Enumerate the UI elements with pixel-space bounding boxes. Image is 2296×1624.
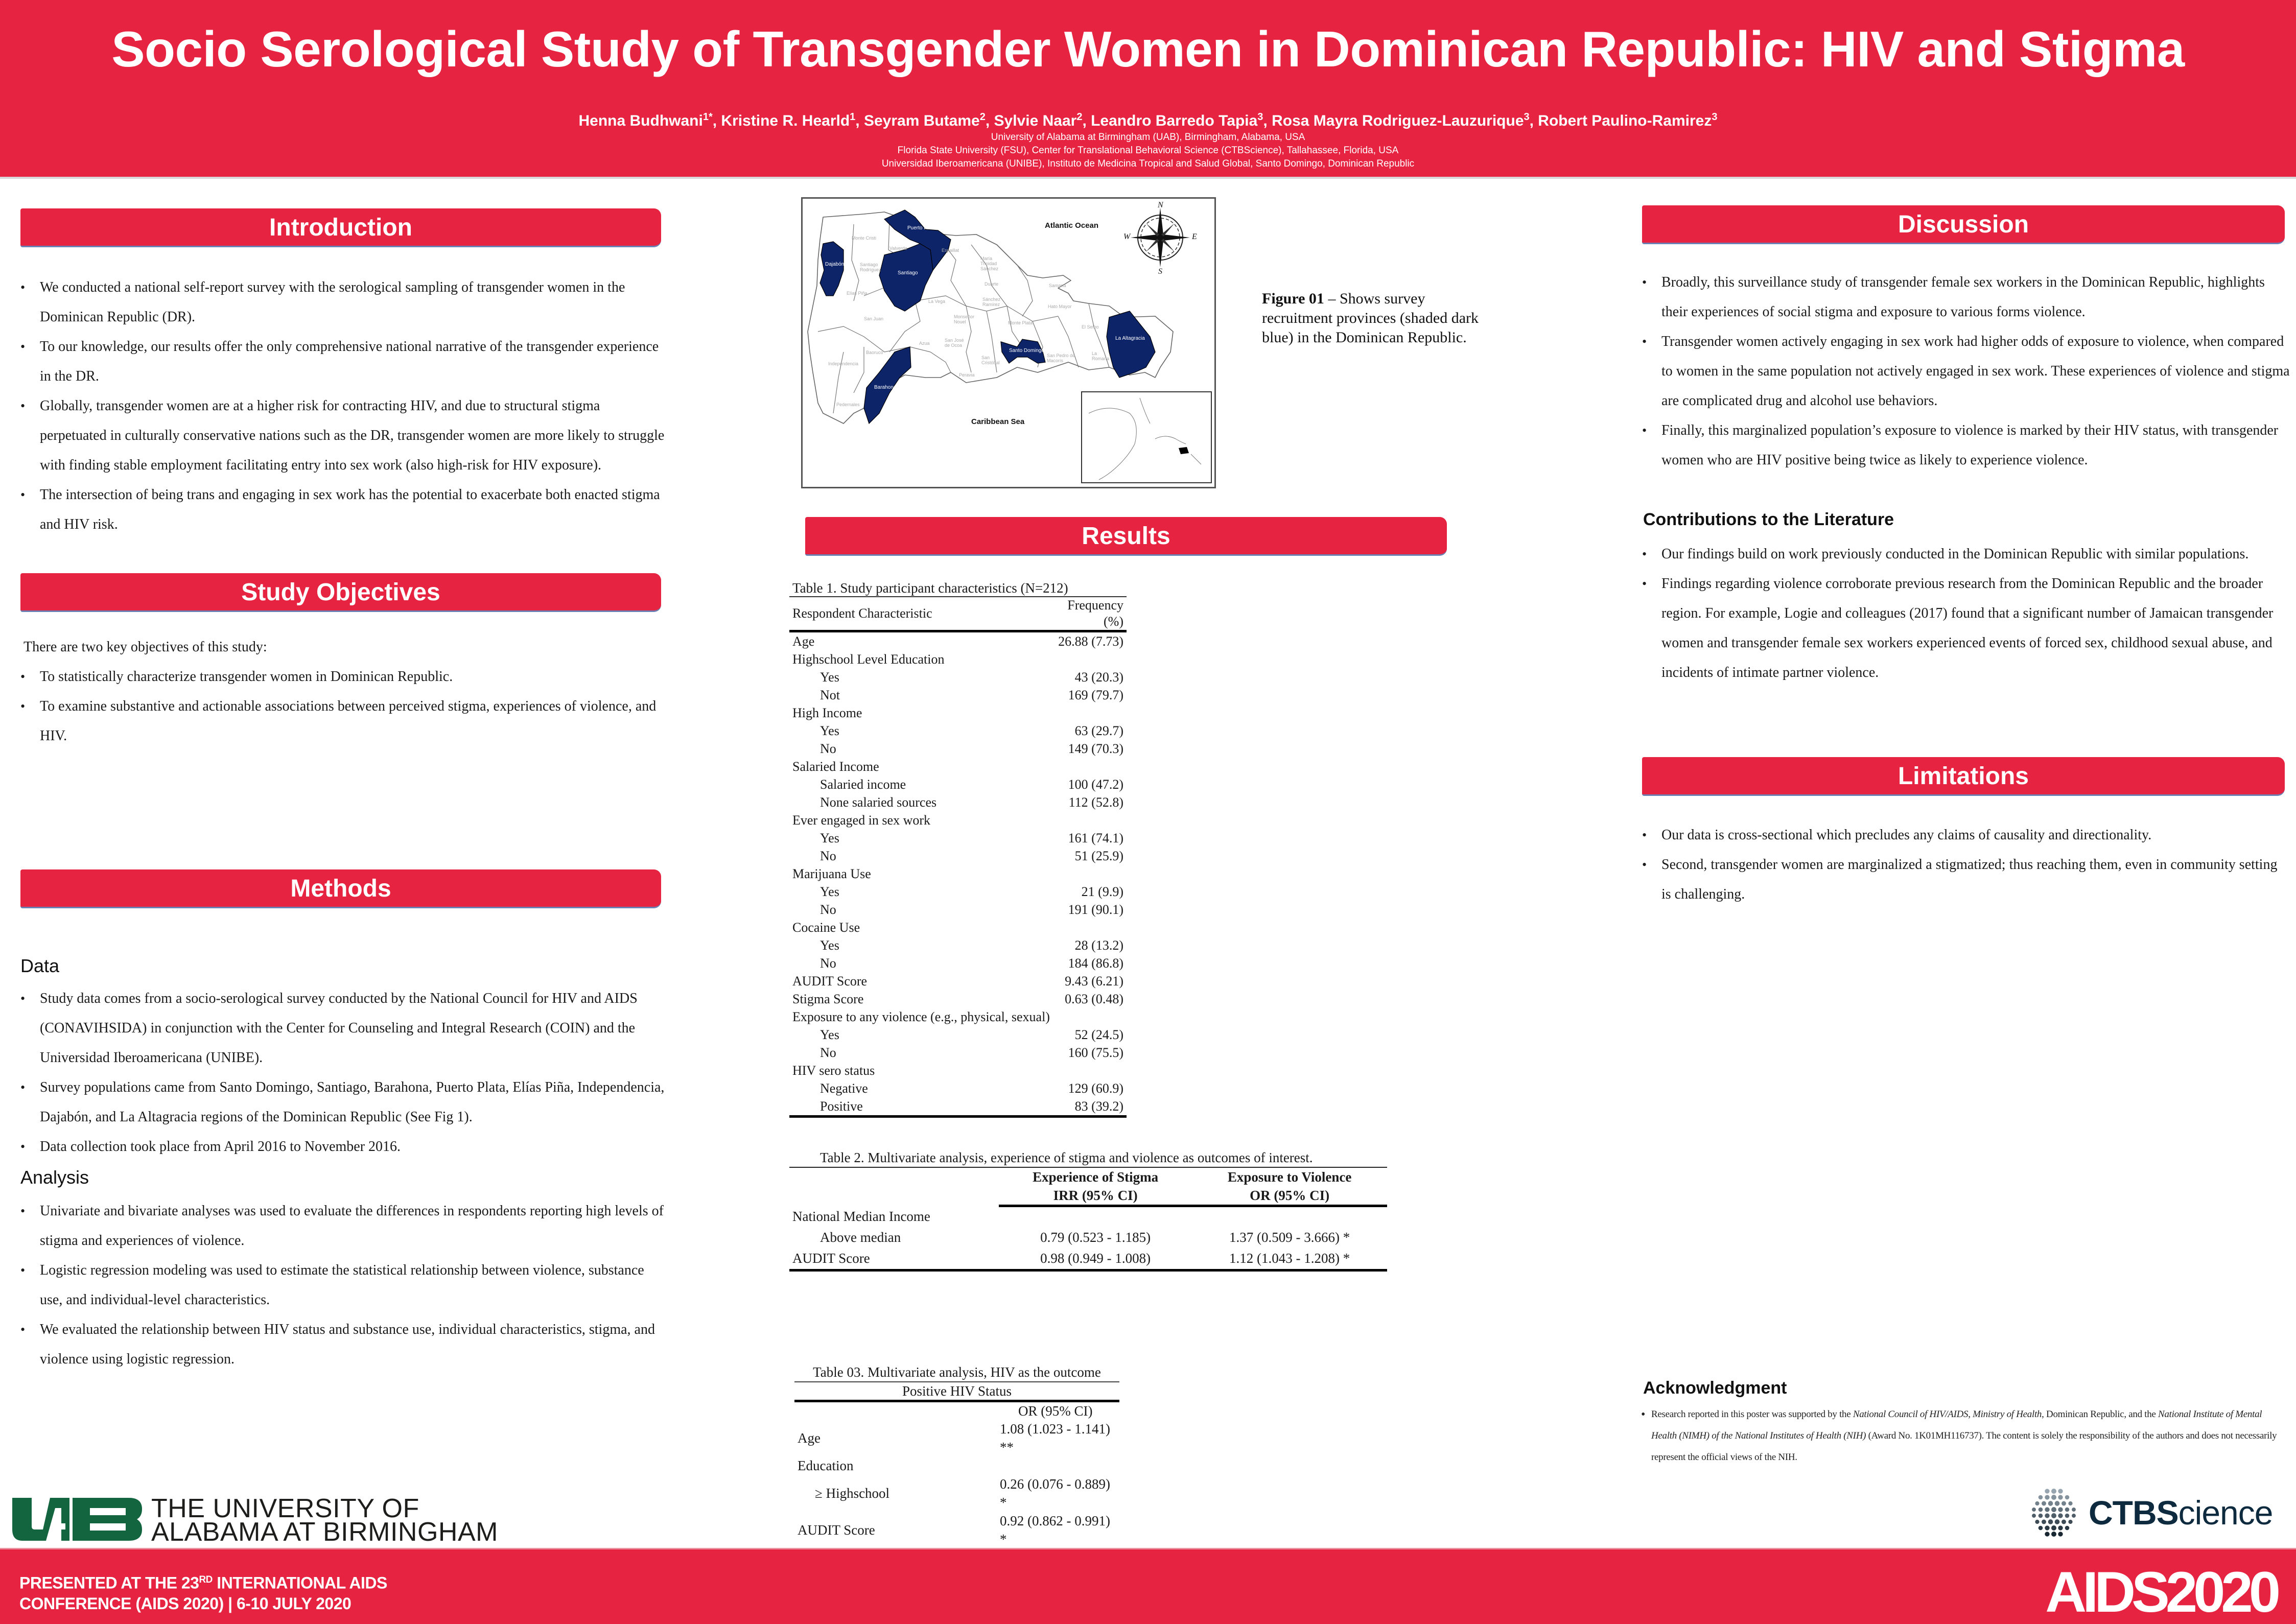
logo-dot [2065, 1526, 2070, 1531]
logo-dot [2051, 1495, 2056, 1500]
row-value: 184 (86.8) [1068, 956, 1123, 971]
row-label: No [820, 902, 836, 917]
row-value: 161 (74.1) [1068, 831, 1123, 845]
logo-dot [2068, 1520, 2072, 1524]
row-value: 112 (52.8) [1068, 795, 1123, 810]
row-label: Ever engaged in sex work [792, 813, 931, 828]
methods-data-body [19, 984, 668, 1162]
row-value [1053, 1008, 1127, 1026]
logo-dot [2058, 1507, 2063, 1512]
logo-dot [2042, 1501, 2046, 1506]
affiliation: Florida State University (FSU), Center for Translational Behavioral Science (CTBScience), Tallahassee, Florida, USA [897, 145, 1399, 156]
logo-dot [2065, 1514, 2070, 1518]
table-row [789, 936, 1127, 954]
section-header-discussion: Discussion [1642, 205, 2285, 244]
methods-analysis-body [19, 1196, 668, 1374]
table-row [789, 1227, 1387, 1248]
logo-dot [2045, 1532, 2049, 1536]
row-label: Yes [820, 831, 839, 845]
table-row [789, 919, 1127, 936]
row-value: 51 (25.9) [1074, 849, 1123, 863]
logo-dot [2039, 1526, 2043, 1531]
table-row [789, 1079, 1127, 1097]
list-item: • Transgender women actively engaging in sex work had higher odds of exposure to violence, when compared to women in the same population not actively engaged in sex work. These experiences of violence and stigma are complicated drug and alcohol use behaviors. [1641, 327, 2290, 416]
row-value [1053, 650, 1127, 668]
compass-n: N [1158, 201, 1163, 209]
acknowledgment-text: • Research reported in this poster was supported by the National Council of HIV/AIDS, Ministry of Health, Dominican Republic, and the National Institute of Mental Health (NIMH) of the National Institutes of Health (NIH) (Award No. 1K01MH116737). The content is solely the responsibility of the authors and does not necessarily represent the official views of the NIH. [1645, 1404, 2289, 1468]
map-label: San Juan [864, 316, 884, 321]
map-label: Pedernales [836, 402, 860, 407]
section-header-results: Results [805, 517, 1447, 556]
logo-dot [2051, 1507, 2056, 1512]
table-row [789, 829, 1127, 847]
row-label: No [820, 956, 836, 971]
row-label: None salaried sources [820, 795, 937, 810]
list-item: • Logistic regression modeling was used to estimate the statistical relationship between violence, substance use, and individual-level characteristics. [19, 1256, 668, 1315]
ctbscience-logo [2023, 1484, 2289, 1540]
subheading-acknowledgment: Acknowledgment [1643, 1378, 1787, 1398]
row-label: Age [792, 634, 815, 649]
section-header-limitations: Limitations [1642, 757, 2285, 796]
inset-map-frame [1082, 392, 1211, 483]
map-label: La Vega [928, 299, 946, 304]
logo-dot [2068, 1501, 2072, 1505]
table-multivariate-stigma-violence [789, 1148, 1387, 1272]
column-header: Frequency (%) [1053, 597, 1127, 631]
logo-dot [2065, 1508, 2070, 1512]
logo-dot [2045, 1507, 2049, 1512]
row-value: 21 (9.9) [1081, 884, 1123, 899]
map-label: María Trinidad Sánchez [980, 256, 999, 271]
row-label: Not [820, 688, 840, 702]
stigma-irr: 0.98 (0.949 - 1.008) [999, 1248, 1192, 1270]
table-row [789, 1062, 1127, 1079]
table-row [789, 1044, 1127, 1062]
logo-dot [2048, 1501, 2053, 1506]
logo-dot [2045, 1495, 2049, 1499]
map-label: Samaná [1049, 283, 1066, 288]
table-row [789, 650, 1127, 668]
poster-footer [0, 1548, 2296, 1624]
table-row [789, 1248, 1387, 1270]
limitations-body [1641, 820, 2290, 909]
subheading-contributions: Contributions to the Literature [1643, 510, 1894, 529]
map-label: Peravia [959, 372, 975, 378]
map-label: San José de Ocoa [945, 338, 964, 348]
table-row [789, 1097, 1127, 1117]
affiliation: Universidad Iberoamericana (UNIBE), Instituto de Medicina Tropical and Salud Global, Santo Domingo, Dominican Republic [881, 158, 1415, 169]
compass-s: S [1158, 267, 1162, 276]
map-label: Baoruco [866, 350, 883, 355]
table-row [789, 865, 1127, 883]
list-item: • Our data is cross-sectional which precludes any claims of causality and directionality. [1641, 820, 2290, 850]
row-label: HIV sero status [792, 1063, 875, 1078]
row-label: Salaried income [820, 777, 906, 792]
row-value: 63 (29.7) [1074, 723, 1123, 738]
stigma-irr: 0.79 (0.523 - 1.185) [1040, 1229, 1151, 1245]
violence-or: 1.37 (0.509 - 3.666) * [1229, 1229, 1350, 1245]
list-item: • Data collection took place from April 2016 to November 2016. [19, 1132, 668, 1162]
logo-dot [2032, 1508, 2036, 1512]
group-header: Positive HIV Status [794, 1382, 1119, 1401]
map-label: Sánchez Ramírez [982, 297, 1001, 307]
logo-dot [2058, 1532, 2063, 1536]
row-label: Above median [820, 1229, 901, 1245]
table-row [789, 811, 1127, 829]
map-label: Duarte [985, 281, 999, 287]
row-label: Stigma Score [792, 992, 864, 1006]
stigma-irr [999, 1206, 1192, 1227]
row-value: 0.63 (0.48) [1065, 992, 1123, 1006]
discussion-body [1641, 268, 2290, 475]
objectives-body [24, 632, 662, 751]
row-label: No [820, 741, 836, 756]
logo-dot [2042, 1520, 2046, 1524]
logo-dot [2032, 1514, 2036, 1518]
table-row [789, 1008, 1127, 1026]
sea-label: Caribbean Sea [971, 417, 1025, 426]
logo-dot [2055, 1501, 2060, 1506]
map-label: Espaillat [942, 248, 959, 253]
introduction-body [19, 273, 668, 539]
row-value: 28 (13.2) [1074, 938, 1123, 953]
violence-or: 1.12 (1.043 - 1.208) * [1192, 1248, 1387, 1270]
logo-dot [2058, 1525, 2063, 1530]
row-value: 1.08 (1.023 - 1.141) ** [1000, 1421, 1110, 1455]
row-label: National Median Income [792, 1208, 930, 1224]
conference-note: PRESENTED AT THE 23RD INTERNATIONAL AIDS CONFERENCE (AIDS 2020) | 6-10 JULY 2020 [19, 1573, 387, 1613]
column-subheader: IRR (95% CI) [999, 1186, 1192, 1206]
table-row [789, 1206, 1387, 1227]
logo-dot [2061, 1520, 2066, 1524]
row-label: Marijuana Use [792, 866, 871, 881]
bullet-icon: • [1641, 1408, 1646, 1421]
author: Leandro Barredo Tapia$^3$, [1091, 111, 1272, 129]
subheading-analysis: Analysis [20, 1167, 89, 1188]
logo-dot [2058, 1495, 2063, 1499]
map-label: El Seibo [1082, 324, 1099, 329]
row-label: AUDIT Score [798, 1522, 875, 1538]
logo-dot [2058, 1489, 2063, 1493]
table-row [789, 704, 1127, 722]
figure-caption: Figure 01 – Shows survey recruitment provinces (shaded dark blue) in the Dominican Republic. [1262, 290, 1479, 346]
logo-dot [2048, 1519, 2053, 1524]
map-label: Independencia [828, 361, 859, 366]
list-item: • Broadly, this surveillance study of transgender female sex workers in the Dominican Republic, highlights their experiences of social stigma and exposure to various forms violence. [1641, 268, 2290, 327]
row-label: Yes [820, 1027, 839, 1042]
uab-logo [10, 1494, 521, 1547]
table-row [789, 668, 1127, 686]
list-item: • Study data comes from a socio-serological survey conducted by the National Council for HIV and AIDS (CONAVIHSIDA) in conjunction with the Center for Counseling and Integral Research (COIN) and the Universidad Iberoamericana (UNIBE). [19, 984, 668, 1073]
row-label: Salaried Income [792, 759, 879, 774]
table-row [794, 1456, 1119, 1475]
table-row [789, 901, 1127, 919]
row-value: 149 (70.3) [1068, 741, 1123, 756]
author: Robert Paulino-Ramirez$^3$ [1538, 111, 1718, 129]
logo-dot [2065, 1495, 2070, 1500]
row-value: 26.88 (7.73) [1058, 634, 1123, 649]
table-row [789, 631, 1127, 651]
logo-dot [2045, 1525, 2049, 1530]
list-item: • To statistically characterize transgender women in Dominican Republic. [19, 662, 662, 692]
violence-or [1192, 1206, 1387, 1227]
row-label: Highschool Level Education [792, 652, 945, 667]
list-item: • We conducted a national self-report survey with the serological sampling of transgender women in the Dominican Republic (DR). [19, 273, 668, 332]
list-item: • Globally, transgender women are at a higher risk for contracting HIV, and due to structural stigma perpetuated in culturally conservative nations such as the DR, transgender women are more likely to struggle with finding stable employment facilitating entry into sex work (also high-risk for HIV exposure). [19, 391, 668, 480]
logo-dot [2055, 1519, 2060, 1524]
list-item: • Second, transgender women are marginalized a stigmatized; thus reaching them, even in community setting is challenging. [1641, 850, 2290, 909]
map-label: Monte Cristi [852, 236, 877, 241]
map-label: Santiago Rodríguez [860, 262, 881, 272]
author: Rosa Mayra Rodriguez-Lauzurique$^3$, [1272, 111, 1538, 129]
list-item: • We evaluated the relationship between HIV status and substance use, individual characteristics, stigma, and violence using logistic regression. [19, 1315, 668, 1374]
row-label: AUDIT Score [789, 1248, 999, 1270]
author-list [0, 111, 2296, 130]
ctbscience-wordmark: CTBScience [2089, 1494, 2273, 1532]
row-label: Positive [789, 1097, 1053, 1117]
map-label: Monseñor Nouel [954, 314, 975, 324]
map-label: La Altagracia [1115, 336, 1145, 341]
author: Sylvie Naar$^2$, [994, 111, 1091, 129]
list-item: • Survey populations came from Santo Domingo, Santiago, Barahona, Puerto Plata, Elías Piña, Independencia, Dajabón, and La Altagracia regions of the Dominican Republic (See Fig 1). [19, 1073, 668, 1132]
logo-dot [2039, 1508, 2043, 1512]
aids2020-logo: AIDS2020 [2045, 1560, 2277, 1624]
figure-map [801, 197, 1216, 488]
table-row [789, 722, 1127, 740]
uab-wordmark: THE UNIVERSITY OF ALABAMA AT BIRMINGHAM [151, 1494, 498, 1547]
map-label: Elías Piña [847, 291, 868, 296]
map-label: Puerto Plata [907, 225, 936, 231]
compass-w: W [1123, 232, 1131, 241]
row-label: No [820, 849, 836, 863]
logo-dot [2035, 1501, 2039, 1505]
map-label: Monte Plata [1008, 320, 1033, 325]
logo-dot [2051, 1513, 2056, 1518]
row-label: Education [798, 1458, 854, 1473]
section-header-introduction: Introduction [20, 208, 661, 247]
row-label: Cocaine Use [792, 920, 860, 935]
affiliation: University of Alabama at Birmingham (UAB), Birmingham, Alabama, USA [991, 132, 1305, 143]
row-value [1053, 1062, 1127, 1079]
column-header: Respondent Characteristic [789, 597, 1053, 631]
row-label: Negative [820, 1081, 868, 1096]
row-value: 0.92 (0.862 - 0.991) * [1000, 1513, 1110, 1547]
row-label: Yes [820, 938, 839, 953]
logo-dot [2039, 1495, 2043, 1500]
row-label: Yes [820, 723, 839, 738]
row-label: Exposure to any violence (e.g., physical, sexual) [792, 1009, 1050, 1024]
list-item: • To our knowledge, our results offer the only comprehensive national narrative of the transgender experience in the DR. [19, 332, 668, 391]
row-value [1053, 704, 1127, 722]
compass-rose-icon [1131, 208, 1190, 267]
table-row [789, 1026, 1127, 1044]
row-value: 0.26 (0.076 - 0.889) * [1000, 1476, 1110, 1510]
column-header: Experience of Stigma [1033, 1169, 1159, 1185]
map-label: Valverde [889, 246, 907, 251]
table-participant-characteristics [789, 580, 1127, 1118]
compass-e: E [1192, 232, 1197, 241]
logo-dot [2061, 1501, 2066, 1506]
list-item: • Our findings build on work previously conducted in the Dominican Republic with similar populations. [1641, 539, 2290, 569]
row-value: 83 (39.2) [1053, 1097, 1127, 1117]
author: Seyram Butame$^2$, [863, 111, 994, 129]
logo-dot [2045, 1489, 2049, 1493]
row-label: ≥ Highschool [815, 1486, 890, 1501]
map-label: La Romana [1092, 351, 1110, 361]
map-label: Barahona [874, 385, 897, 390]
row-label: AUDIT Score [792, 974, 868, 988]
row-value: 160 (75.5) [1068, 1045, 1123, 1060]
row-label: Yes [820, 884, 839, 899]
table-row [789, 758, 1127, 775]
row-value: 100 (47.2) [1068, 777, 1123, 792]
section-header-methods: Methods [20, 869, 661, 908]
uab-mark-icon [12, 1498, 142, 1541]
section-header-objectives: Study Objectives [20, 573, 661, 612]
row-value [1053, 758, 1127, 775]
row-value: 191 (90.1) [1068, 902, 1123, 917]
logo-dot [2072, 1514, 2076, 1518]
column-header: Exposure to Violence [1227, 1169, 1352, 1185]
row-value [1053, 811, 1127, 829]
author: Kristine R. Hearld$^1$, [721, 111, 864, 129]
logo-dot [2051, 1489, 2056, 1494]
row-value: 9.43 (6.21) [1065, 974, 1123, 988]
row-label: Yes [820, 670, 839, 685]
subheading-data: Data [20, 955, 60, 976]
column-header: OR (95% CI) [1018, 1403, 1093, 1419]
table-row [789, 972, 1127, 990]
row-label: No [820, 1045, 836, 1060]
contributions-body [1641, 539, 2290, 688]
table-caption: Table 2. Multivariate analysis, experience of stigma and violence as outcomes of interest. [789, 1148, 1387, 1168]
objectives-intro: There are two key objectives of this study: [24, 639, 267, 655]
table-row [789, 954, 1127, 972]
map-label: San Cristóbal [981, 355, 1000, 365]
list-item: • Findings regarding violence corroborate previous research from the Dominican Republic and the broader region. For example, Logie and colleagues (2017) found that a significant number of Jamaican transgender women and transgender female sex workers experienced events of forced sex, childhood sexual abuse, and incidents of intimate partner violence. [1641, 569, 2290, 688]
list-item: • Univariate and bivariate analyses was used to evaluate the differences in respondents reporting high levels of stigma and experiences of violence. [19, 1196, 668, 1256]
ocean-label: Atlantic Ocean [1045, 221, 1099, 230]
dot-sphere-icon [2023, 1487, 2084, 1538]
list-item: • The intersection of being trans and engaging in sex work has the potential to exacerbate both enacted stigma and HIV risk. [19, 480, 668, 539]
list-item: • Finally, this marginalized population’s exposure to violence is marked by their HIV status, with transgender women who are HIV positive being twice as likely to experience violence. [1641, 416, 2290, 475]
row-label: Age [798, 1430, 821, 1446]
table-row [789, 883, 1127, 901]
map-label: Azua [919, 341, 930, 346]
table-row [794, 1512, 1119, 1548]
logo-dot [2051, 1532, 2056, 1537]
table-row [789, 775, 1127, 793]
map-label: Santo Domingo [1009, 348, 1044, 354]
list-item: • To examine substantive and actionable associations between perceived stigma, experiences of violence, and HIV. [19, 692, 662, 751]
logo-dot [2072, 1508, 2076, 1512]
map-label: Santiago [898, 270, 918, 276]
table-row [789, 740, 1127, 758]
table-row [789, 793, 1127, 811]
table-row [794, 1475, 1119, 1512]
table-row [789, 847, 1127, 865]
table-row [794, 1420, 1119, 1456]
logo-dot [2051, 1525, 2056, 1531]
row-value [968, 1456, 1119, 1475]
row-value: 129 (60.9) [1068, 1081, 1123, 1096]
dominican-republic-map [803, 199, 1214, 487]
map-label: Hato Mayor [1048, 304, 1072, 309]
map-label: San Pedro de Macorís [1047, 353, 1075, 363]
column-subheader: OR (95% CI) [1192, 1186, 1387, 1206]
logo-dot [2045, 1513, 2049, 1518]
map-label: Dajabón [825, 262, 845, 267]
row-value [1053, 919, 1127, 936]
poster-header [0, 0, 2296, 179]
table-caption: Table 1. Study participant characteristics (N=212) [789, 580, 1127, 597]
row-value: 169 (79.7) [1068, 688, 1123, 702]
poster-title: Socio Serological Study of Transgender Women in Dominican Republic: HIV and Stigma [111, 21, 2185, 77]
table-row [789, 686, 1127, 704]
logo-dot [2058, 1513, 2063, 1518]
table-caption: Table 03. Multivariate analysis, HIV as the outcome [794, 1363, 1119, 1382]
logo-dot [2035, 1520, 2039, 1524]
row-value [1053, 865, 1127, 883]
table-row [789, 990, 1127, 1008]
logo-dot [2039, 1514, 2043, 1518]
row-label: High Income [792, 705, 862, 720]
row-value: 52 (24.5) [1074, 1027, 1123, 1042]
author: Henna Budhwani$^{1*}$, [578, 111, 721, 129]
row-value: 43 (20.3) [1074, 670, 1123, 685]
